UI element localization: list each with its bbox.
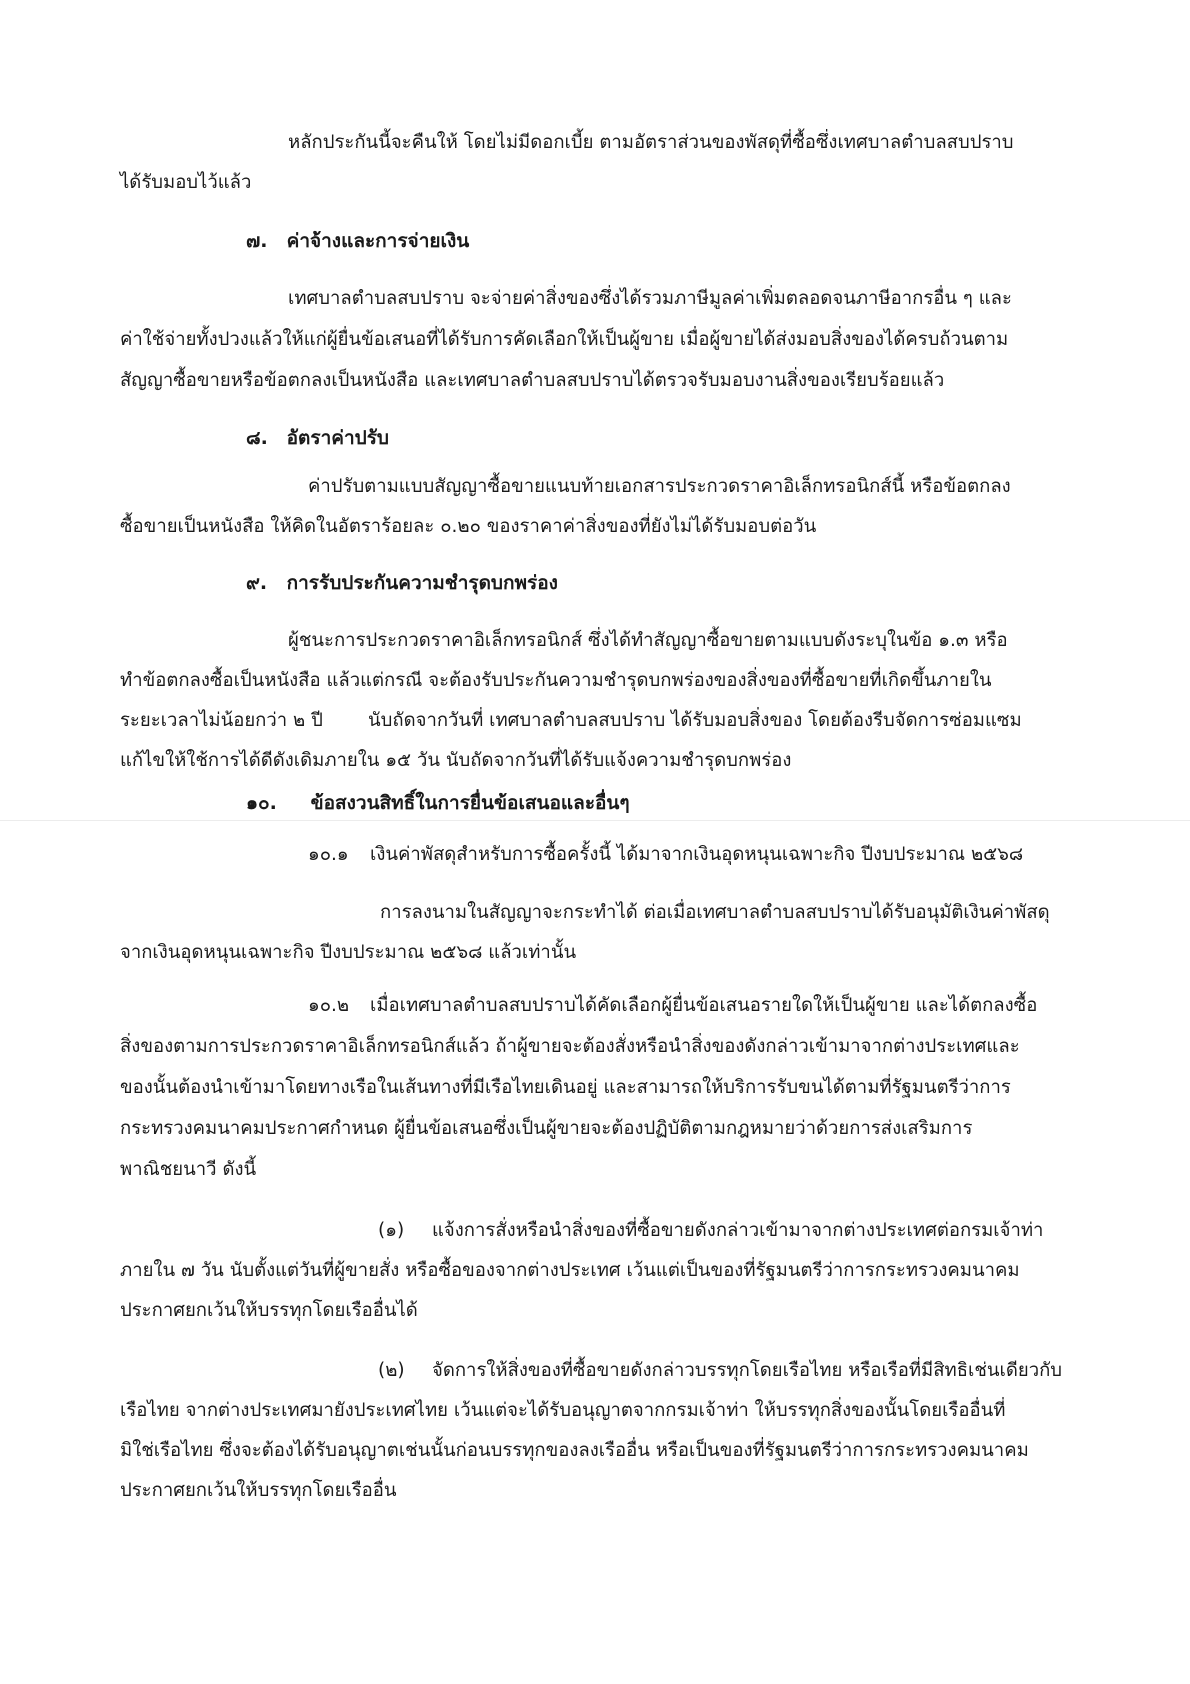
sub-10-2-line-4: กระทรวงคมนาคมประกาศกำหนด ผู้ยื่นข้อเสนอซึ่งเป็นผู้ขายจะต้องปฏิบัติตามกฎหมายว่าด้วยการส่งเสริมการ	[120, 1118, 973, 1139]
section-10-number: ๑๐.	[246, 792, 277, 814]
section-8-heading	[246, 425, 389, 451]
section-10-heading	[246, 790, 630, 816]
sub-10-1-number: ๑๐.๑	[308, 844, 349, 865]
section-7-title: ค่าจ้างและการจ่ายเงิน	[286, 230, 470, 252]
sub-10-2-line-5: พาณิชยนาวี ดังนี้	[120, 1159, 257, 1180]
sub-10-2-line-2: สิ่งของตามการประกวดราคาอิเล็กทรอนิกส์แล้ว ถ้าผู้ขายจะต้องสั่งหรือนำสิ่งของดังกล่าวเข้ามาจากต่างประเทศและ	[120, 1036, 1020, 1057]
section-7-line-3: สัญญาซื้อขายหรือข้อตกลงเป็นหนังสือ และเทศบาลตำบลสบปราบได้ตรวจรับมอบงานสิ่งของเรียบร้อยแล้ว	[120, 370, 945, 391]
section-9-number: ๙.	[246, 572, 268, 594]
section-8-number: ๘.	[246, 427, 268, 449]
section-10-title: ข้อสงวนสิทธิ์ในการยื่นข้อเสนอและอื่นๆ	[310, 792, 630, 814]
section-9-line-3a: ระยะเวลาไม่น้อยกว่า ๒ ปี	[120, 710, 323, 731]
item-2-number: (๒)	[378, 1360, 405, 1381]
item-2-line-4: ประกาศยกเว้นให้บรรทุกโดยเรืออื่น	[120, 1480, 397, 1501]
section-9-heading	[246, 570, 558, 596]
section-9-line-4: แก้ไขให้ใช้การได้ดีดังเดิมภายใน ๑๕ วัน นับถัดจากวันที่ได้รับแจ้งความชำรุดบกพร่อง	[120, 750, 792, 771]
sub-10-1-line-3: จากเงินอุดหนุนเฉพาะกิจ ปีงบประมาณ ๒๕๖๘ แล้วเท่านั้น	[120, 942, 577, 963]
section-7-line-1: เทศบาลตำบลสบปราบ จะจ่ายค่าสิ่งของซึ่งได้รวมภาษีมูลค่าเพิ่มตลอดจนภาษีอากรอื่น ๆ และ	[288, 288, 1012, 309]
guarantee-line-2: ได้รับมอบไว้แล้ว	[120, 172, 252, 193]
section-7-number: ๗.	[246, 230, 268, 252]
sub-10-2-line-3: ของนั้นต้องนำเข้ามาโดยทางเรือในเส้นทางที่มีเรือไทยเดินอยู่ และสามารถให้บริการรับขนได้ตามที่รัฐมนตรีว่าการ	[120, 1077, 1011, 1098]
item-1-number: (๑)	[378, 1220, 405, 1241]
section-8-line-1: ค่าปรับตามแบบสัญญาซื้อขายแนบท้ายเอกสารประกวดราคาอิเล็กทรอนิกส์นี้ หรือข้อตกลง	[308, 476, 1011, 497]
item-2-line-1: จัดการให้สิ่งของที่ซื้อขายดังกล่าวบรรทุกโดยเรือไทย หรือเรือที่มีสิทธิเช่นเดียวกับ	[432, 1360, 1063, 1381]
section-7-heading	[246, 228, 469, 254]
section-9-line-1: ผู้ชนะการประกวดราคาอิเล็กทรอนิกส์ ซึ่งได้ทำสัญญาซื้อขายตามแบบดังระบุในข้อ ๑.๓ หรือ	[288, 630, 1008, 651]
item-2-line-3: มิใช่เรือไทย ซึ่งจะต้องได้รับอนุญาตเช่นนั้นก่อนบรรทุกของลงเรืออื่น หรือเป็นของที่รัฐมนตรีว่าการกระทรวงคมนาคม	[120, 1440, 1029, 1461]
section-7-line-2: ค่าใช้จ่ายทั้งปวงแล้วให้แก่ผู้ยื่นข้อเสนอที่ได้รับการคัดเลือกให้เป็นผู้ขาย เมื่อผู้ขายได้ส่งมอบสิ่งของได้ครบถ้วนตาม	[120, 329, 1009, 350]
item-1-line-2: ภายใน ๗ วัน นับตั้งแต่วันที่ผู้ขายสั่ง หรือซื้อของจากต่างประเทศ เว้นแต่เป็นของที่รัฐมนตรีว่าการกระทรวงคมนาคม	[120, 1260, 1020, 1281]
sub-10-2-line-1: เมื่อเทศบาลตำบลสบปราบได้คัดเลือกผู้ยื่นข้อเสนอรายใดให้เป็นผู้ขาย และได้ตกลงซื้อ	[370, 995, 1038, 1016]
section-8-line-2: ซื้อขายเป็นหนังสือ ให้คิดในอัตราร้อยละ ๐.๒๐ ของราคาค่าสิ่งของที่ยังไม่ได้รับมอบต่อวัน	[120, 516, 817, 537]
item-1-line-3: ประกาศยกเว้นให้บรรทุกโดยเรืออื่นได้	[120, 1300, 418, 1321]
sub-10-1-line-2: การลงนามในสัญญาจะกระทำได้ ต่อเมื่อเทศบาลตำบลสบปราบได้รับอนุมัติเงินค่าพัสดุ	[380, 902, 1050, 923]
section-9-title: การรับประกันความชำรุดบกพร่อง	[286, 572, 558, 594]
guarantee-line-1: หลักประกันนี้จะคืนให้ โดยไม่มีดอกเบี้ย ตามอัตราส่วนของพัสดุที่ซื้อซึ่งเทศบาลตำบลสบปราบ	[288, 132, 1014, 153]
section-8-title: อัตราค่าปรับ	[286, 427, 389, 449]
sub-10-2-number: ๑๐.๒	[308, 995, 350, 1016]
sub-10-1-line-1: เงินค่าพัสดุสำหรับการซื้อครั้งนี้ ได้มาจากเงินอุดหนุนเฉพาะกิจ ปีงบประมาณ ๒๕๖๘	[370, 844, 1024, 865]
section-9-line-2: ทำข้อตกลงซื้อเป็นหนังสือ แล้วแต่กรณี จะต้องรับประกันความชำรุดบกพร่องของสิ่งของที่ซื้อขายที่เกิดขึ้นภายใน	[120, 670, 992, 691]
item-2-line-2: เรือไทย จากต่างประเทศมายังประเทศไทย เว้นแต่จะได้รับอนุญาตจากกรมเจ้าท่า ให้บรรทุกสิ่งของนั้นโดยเรืออื่นที่	[120, 1400, 1006, 1421]
scan-artifact-line	[0, 820, 1190, 821]
item-1-line-1: แจ้งการสั่งหรือนำสิ่งของที่ซื้อขายดังกล่าวเข้ามาจากต่างประเทศต่อกรมเจ้าท่า	[432, 1220, 1044, 1241]
section-9-line-3b: นับถัดจากวันที่ เทศบาลตำบลสบปราบ ได้รับมอบสิ่งของ โดยต้องรีบจัดการซ่อมแซม	[368, 710, 1022, 731]
